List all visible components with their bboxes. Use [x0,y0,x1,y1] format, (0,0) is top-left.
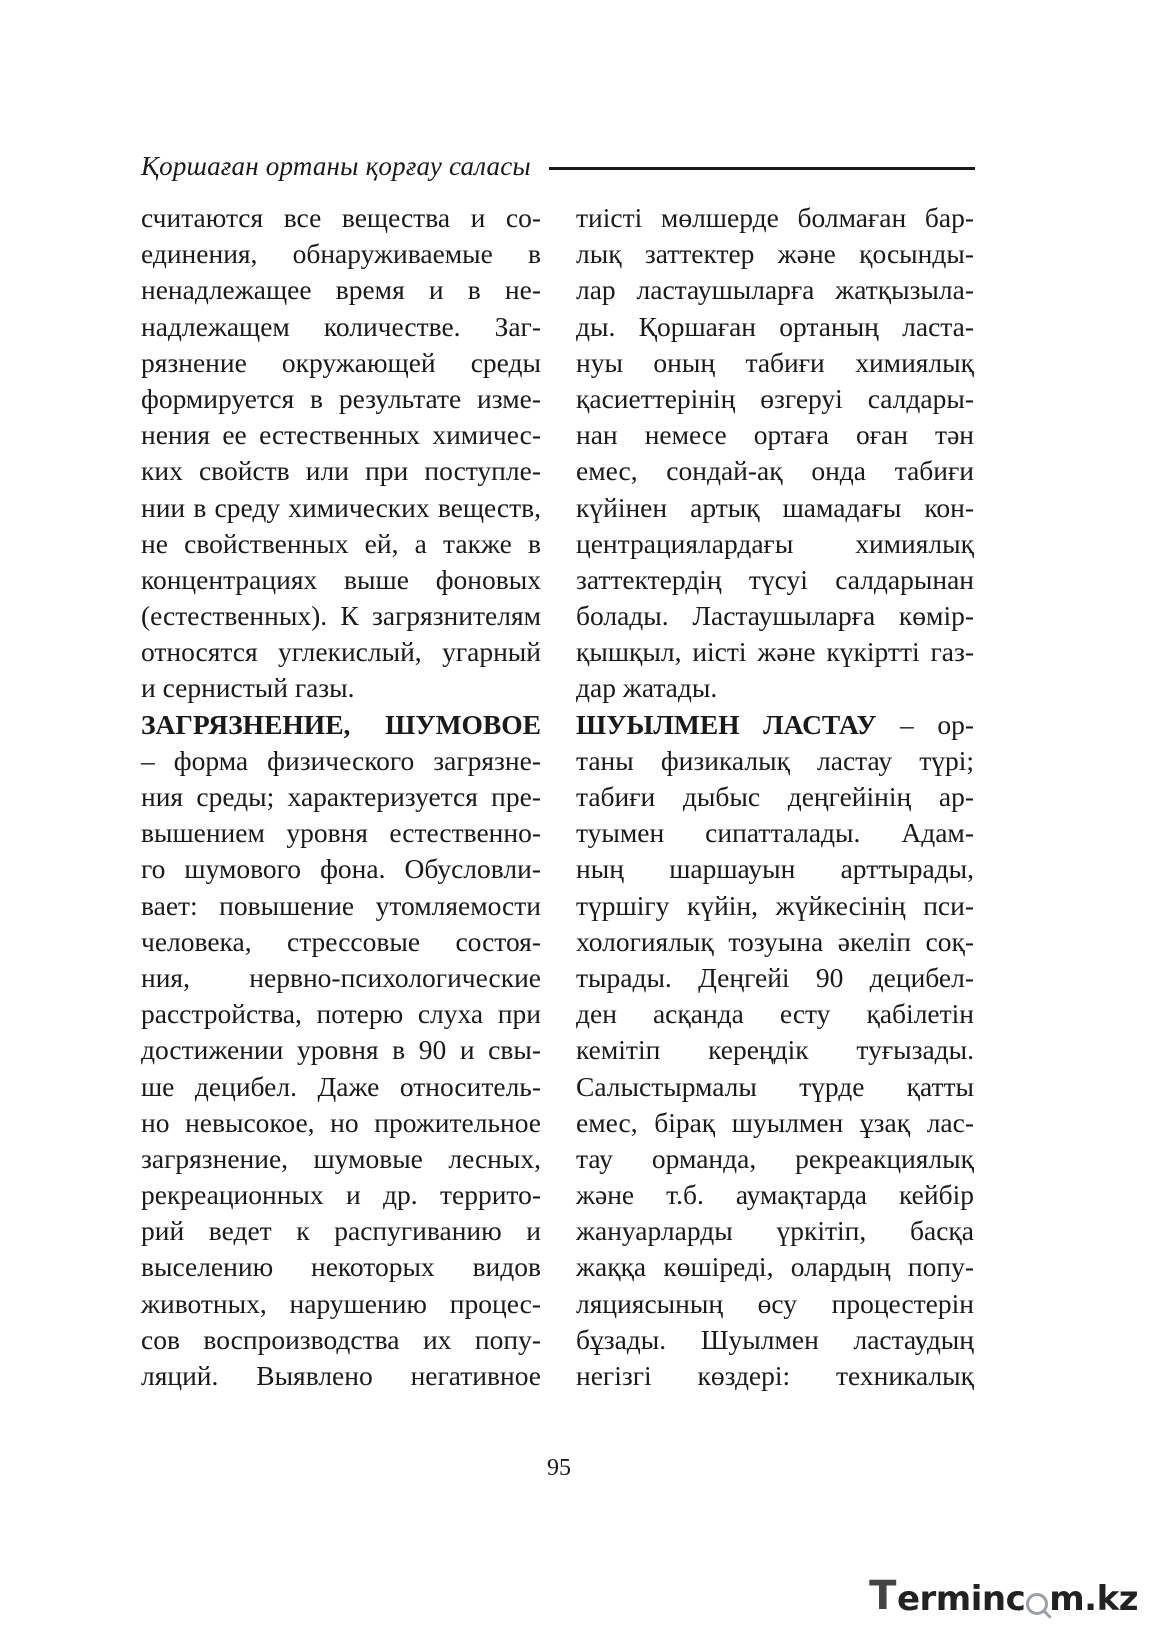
text-line: заттектердің түсуі салдарынан [576,563,974,595]
text-line: концентрациях выше фоновых [141,563,541,595]
text-line: емес, бірақ шуылмен ұзақ лас- [576,1106,974,1138]
text-line: сов воспроизводства их попу- [141,1323,541,1355]
text-line: жаққа көшіреді, олардың попу- [576,1251,974,1283]
text-line: емес, сондай-ақ онда табиғи [576,455,974,487]
text-line: – форма физического загрязне- [141,744,541,776]
text-line: таны физикалық ластау түрі; [576,744,974,776]
header-rule [549,167,975,170]
text-line: күйінен артық шамадағы кон- [576,491,974,523]
text-line: ше децибел. Даже относитель- [141,1070,541,1102]
text-line: относятся углекислый, угарный [141,636,541,668]
term-heading-continuation: – ор- [876,708,974,740]
text-line: лық заттектер және қосынды- [576,238,974,270]
term-heading-line [141,707,541,743]
text-line: но невысокое, но прожительное [141,1106,541,1138]
text-line: считаются все вещества и со- [141,202,541,233]
text-line: и сернистый газы. [141,672,355,704]
text-line: тау орманда, рекреакциялық [576,1142,974,1174]
text-line: Салыстырмалы түрде қатты [576,1070,974,1102]
text-line: жануарларды үркітіп, басқа [576,1215,974,1247]
text-line: лар ластаушыларға жатқызыла- [576,274,974,306]
watermark-letter-t: T [869,1573,896,1619]
text-line: формируется в результате изме- [141,382,541,414]
text-line: ляций. Выявлено негативное [141,1360,541,1391]
text-line: нии в среду химических веществ, [141,491,541,523]
text-line: ды. Қоршаған ортаның ласта- [576,310,974,342]
text-line: ких свойств или при поступле- [141,455,541,487]
term-heading: ШУЫЛМЕН ЛАСТАУ [576,708,877,740]
text-line: ния, нервно-психологические [141,961,541,993]
text-line: нуы оның табиғи химиялық [576,346,974,378]
terminkom-watermark [869,1573,1138,1619]
text-line: вает: повышение утомляемости [141,889,541,921]
watermark-text-part: erminc [896,1579,1026,1619]
text-line: единения, обнаруживаемые в [141,238,541,270]
text-line: және т.б. аумақтарда кейбір [576,1179,974,1211]
running-header-title: Қоршаған ортаны қорғау саласы [141,150,531,181]
text-line: человека, стрессовые состоя- [141,925,541,957]
page-number: 95 [547,1455,571,1481]
text-line: ненадлежащее время и в не- [141,274,541,306]
text-line: не свойственных ей, а также в [141,527,541,559]
text-line: животных, нарушению процес- [141,1287,541,1319]
text-line: вышением уровня естественно- [141,817,541,849]
text-line: достижении уровня в 90 и свы- [141,1034,541,1066]
text-line: загрязнение, шумовые лесных, [141,1142,541,1174]
text-line: нан немесе ортаға оған тән [576,419,974,451]
text-line: қасиеттерінің өзгеруі салдары- [576,382,974,414]
term-heading: ЗАГРЯЗНЕНИЕ, ШУМОВОЕ [141,708,541,740]
text-line: қышқыл, иісті және күкіртті газ- [576,636,974,668]
term-heading-line [576,707,974,743]
text-line: бұзады. Шуылмен ластаудың [576,1323,974,1355]
text-line: хологиялық тозуына әкеліп соқ- [576,925,974,957]
magnifier-icon [1026,1593,1048,1615]
text-line: ның шаршауын арттырады, [576,853,974,885]
text-line: ден асқанда есту қабілетін [576,998,974,1030]
text-line: туымен сипатталады. Адам- [576,817,974,849]
text-line: дар жатады. [576,672,718,704]
text-line: го шумового фона. Обусловли- [141,853,541,885]
text-line: рий ведет к распугиванию и [141,1215,541,1247]
text-line: тырады. Деңгейі 90 децибел- [576,961,974,993]
text-line: расстройства, потерю слуха при [141,998,541,1030]
running-header [141,146,975,186]
text-line: кемітіп кереңдік туғызады. [576,1034,974,1066]
text-line: болады. Ластаушыларға көмір- [576,600,974,632]
text-line: рязнение окружающей среды [141,346,541,378]
text-line: тиісті мөлшерде болмаған бар- [576,202,974,233]
text-line: центрациялардағы химиялық [576,527,974,559]
watermark-text-domain: m.kz [1049,1579,1138,1619]
right-column [576,200,974,1394]
text-line: (естественных). К загрязнителям [141,600,541,632]
text-line: табиғи дыбыс деңгейінің ар- [576,781,974,812]
text-line: түршігу күйін, жүйкесінің пси- [576,889,974,921]
text-line: ляциясының өсу процестерін [576,1287,974,1319]
text-line: негізгі көздері: техникалық [576,1360,974,1391]
text-line: нения ее естественных химичес- [141,419,541,451]
left-column [141,200,541,1394]
text-line: надлежащем количестве. Заг- [141,310,541,342]
text-line: ния среды; характеризуется пре- [141,781,541,812]
text-line: рекреационных и др. террито- [141,1179,541,1211]
text-line: выселению некоторых видов [141,1251,541,1283]
